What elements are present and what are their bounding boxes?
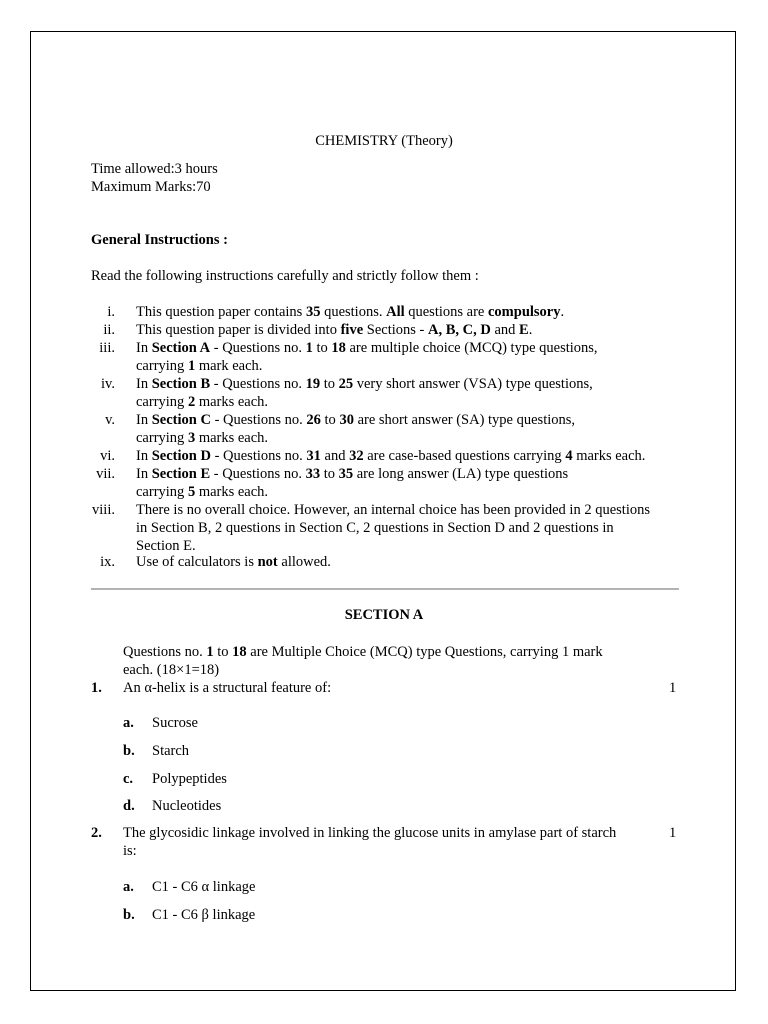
instruction-text: In Section D - Questions no. 31 and 32 are case-based questions carrying 4 marks each. (136, 448, 646, 464)
instruction-number: iv. (101, 376, 115, 392)
question-text: An α-helix is a structural feature of: (123, 680, 332, 696)
option-label: b. (123, 743, 135, 759)
maximum-marks: Maximum Marks:70 (91, 179, 211, 195)
page-title: CHEMISTRY (Theory) (315, 133, 453, 149)
instruction-number: ix. (100, 554, 115, 570)
section-a-intro-line: each. (18×1=18) (123, 662, 220, 678)
exam-page (30, 31, 736, 991)
option-label: a. (123, 715, 134, 731)
instruction-number: v. (105, 412, 115, 428)
question-marks: 1 (669, 825, 677, 841)
read-instruction: Read the following instructions carefully and strictly follow them : (91, 268, 479, 284)
instruction-text: carrying 2 marks each. (136, 394, 269, 410)
general-instructions-heading: General Instructions : (91, 232, 228, 248)
option-text: Polypeptides (152, 771, 227, 787)
option-label: b. (123, 907, 135, 923)
question-marks: 1 (669, 680, 677, 696)
question-text: The glycosidic linkage involved in linking the glucose units in amylase part of starch (123, 825, 617, 841)
instruction-text: In Section C - Questions no. 26 to 30 are short answer (SA) type questions, (136, 412, 576, 428)
option-text: C1 - C6 β linkage (152, 907, 256, 923)
instruction-text: In Section A - Questions no. 1 to 18 are multiple choice (MCQ) type questions, (136, 340, 598, 356)
section-divider (91, 588, 679, 590)
question-number: 1. (91, 680, 102, 696)
instruction-text: in Section B, 2 questions in Section C, 2 questions in Section D and 2 questions in (136, 520, 614, 536)
option-label: c. (123, 771, 134, 787)
section-a-intro-line: Questions no. 1 to 18 are Multiple Choice (MCQ) type Questions, carrying 1 mark (123, 644, 603, 660)
option-text: Sucrose (152, 715, 198, 731)
instruction-number: vi. (100, 448, 115, 464)
option-label: a. (123, 879, 134, 895)
instruction-text: In Section B - Questions no. 19 to 25 very short answer (VSA) type questions, (136, 376, 593, 392)
instruction-text: Section E. (136, 538, 196, 554)
instruction-number: ii. (103, 322, 115, 338)
instruction-text: This question paper is divided into five Sections - A, B, C, D and E. (136, 322, 533, 338)
instruction-number: iii. (99, 340, 115, 356)
instruction-text: This question paper contains 35 questions. All questions are compulsory. (136, 304, 565, 320)
option-text: C1 - C6 α linkage (152, 879, 256, 895)
instruction-text: carrying 3 marks each. (136, 430, 269, 446)
instruction-text: carrying 1 mark each. (136, 358, 263, 374)
instruction-text: carrying 5 marks each. (136, 484, 269, 500)
option-label: d. (123, 798, 135, 814)
section-a-heading: SECTION A (344, 607, 424, 623)
time-allowed: Time allowed:3 hours (91, 161, 218, 177)
instruction-number: viii. (92, 502, 115, 518)
instruction-number: vii. (96, 466, 115, 482)
instruction-text: In Section E - Questions no. 33 to 35 are long answer (LA) type questions (136, 466, 569, 482)
question-text: is: (123, 843, 137, 859)
instruction-text: There is no overall choice. However, an internal choice has been provided in 2 questions (136, 502, 650, 518)
option-text: Starch (152, 743, 190, 759)
instruction-number: i. (107, 304, 115, 320)
instruction-text: Use of calculators is not allowed. (136, 554, 331, 570)
option-text: Nucleotides (152, 798, 222, 814)
question-number: 2. (91, 825, 102, 841)
